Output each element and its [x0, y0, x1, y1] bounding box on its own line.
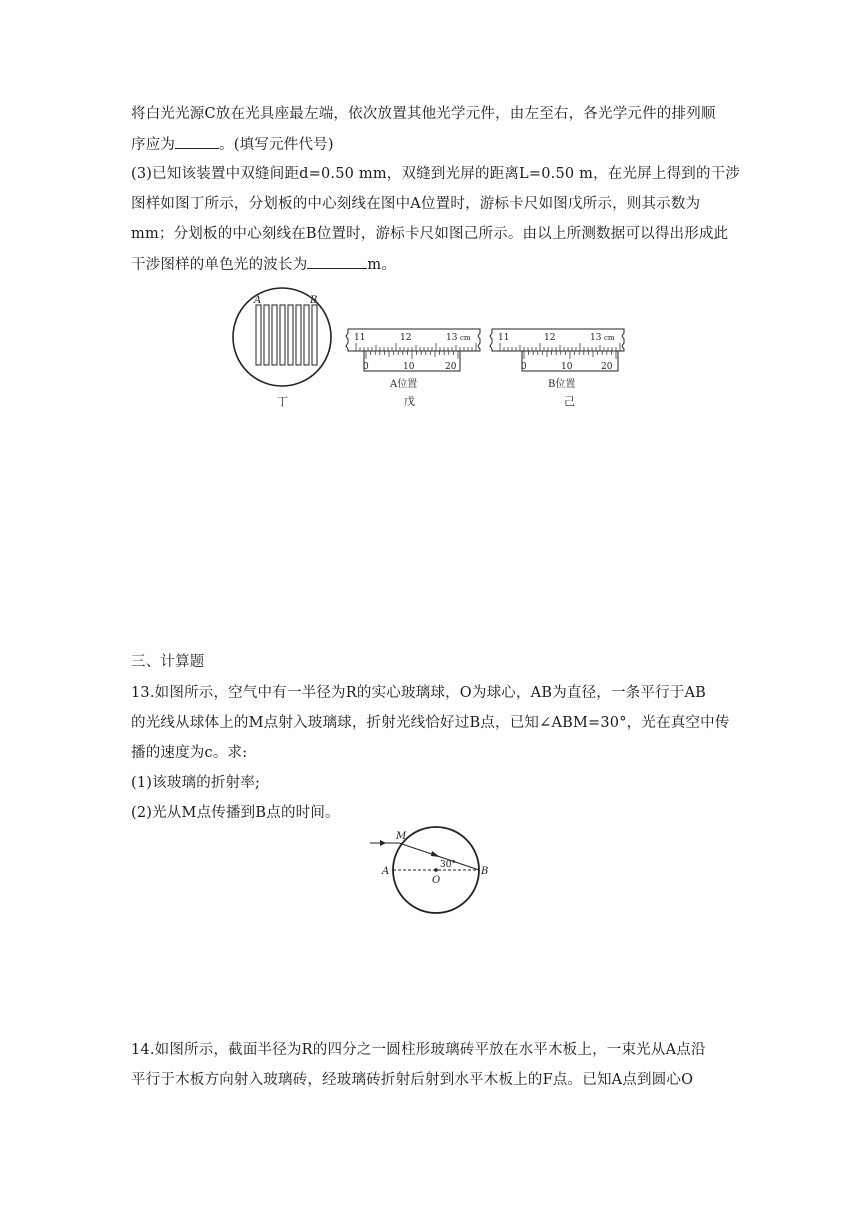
wu-main-11: 11 [354, 333, 366, 343]
q12-text-line-5: mm；分划板的中心刻线在B位置时，游标卡尺如图己所示。由以上所测数据可以得出形成此 [131, 226, 729, 242]
ji-main-11: 11 [498, 333, 510, 343]
section-heading-calculation: 三、计算题 [131, 654, 205, 670]
q14-text-line-2: 平行于木板方向射入玻璃砖，经玻璃砖折射后射到水平木板上的F点。已知A点到圆心O [131, 1072, 694, 1088]
ji-main-12: 12 [544, 333, 556, 343]
q12-text-line-1: 将白光光源C放在光具座最左端，依次放置其他光学元件，由左至右，各光学元件的排列顺 [131, 106, 716, 122]
wu-unit: cm [460, 334, 471, 342]
wu-vern-20: 20 [445, 362, 457, 372]
q13-text-line-2: 的光线从球体上的M点射入玻璃球，折射光线恰好过B点，已知∠ABM=30°，光在真空中传 [131, 715, 730, 731]
q12-text-line-2: 序应为 。(填写元件代号) [131, 134, 731, 155]
vernier-caliper-wu [346, 329, 480, 408]
q13-part-2: (2)光从M点传播到B点的时间。 [131, 805, 340, 821]
q12-text-line-4: 图样如图丁所示，分划板的中心刻线在图中A位置时，游标卡尺如图戊所示，则其示数为 [131, 196, 701, 212]
q13-text-line-3: 播的速度为c。求: [131, 745, 248, 761]
figure-interference-vernier [226, 283, 636, 413]
angle-label: 30° [440, 860, 456, 870]
q14-text-line-1: 14.如图所示，截面半径为R的四分之一圆柱形玻璃砖平放在水平木板上，一束光从A点沿 [131, 1042, 706, 1058]
ji-vern-20: 20 [601, 362, 613, 372]
answer-blank-wavelength[interactable] [307, 254, 367, 269]
label-B: B [481, 866, 489, 877]
label-O: O [432, 875, 441, 886]
vernier-caliper-ji [490, 329, 624, 408]
caption-wu: 戊 [404, 395, 415, 408]
wu-main-13: 13 [446, 333, 458, 343]
incident-arrow-icon [380, 840, 386, 846]
wu-main-12: 12 [400, 333, 412, 343]
wu-vern-0: 0 [363, 362, 369, 372]
q12-text-line-3: (3)已知该装置中双缝间距d=0.50 mm，双缝到光屏的距离L=0.50 m，在光屏上得到的干涉 [131, 166, 741, 182]
center-point [434, 868, 438, 872]
wu-vern-10: 10 [403, 362, 415, 372]
ji-unit: cm [604, 334, 615, 342]
caption-ji: 己 [564, 395, 575, 408]
ji-main-13: 13 [590, 333, 602, 343]
caption-ding: 丁 [277, 395, 288, 408]
q13-text-line-1: 13.如图所示，空气中有一半径为R的实心玻璃球，O为球心，AB为直径，一条平行于AB [131, 685, 707, 701]
refracted-arrow-icon [431, 851, 440, 857]
wu-position-label: A位置 [390, 379, 418, 390]
ji-vern-0: 0 [521, 362, 527, 372]
label-A-fringe: A [254, 295, 262, 306]
answer-blank-order[interactable] [175, 134, 219, 149]
ji-position-label: B位置 [548, 379, 576, 390]
q13-part-1: (1)该玻璃的折射率; [131, 775, 261, 791]
label-A: A [382, 866, 390, 877]
q12-text-line-6: 干涉图样的单色光的波长为 m。 [131, 254, 731, 275]
fringe-bars [256, 305, 317, 365]
ji-vern-10: 10 [561, 362, 573, 372]
figure-glass-sphere [366, 820, 496, 920]
label-M: M [396, 831, 407, 842]
label-B-fringe: B [310, 295, 318, 306]
